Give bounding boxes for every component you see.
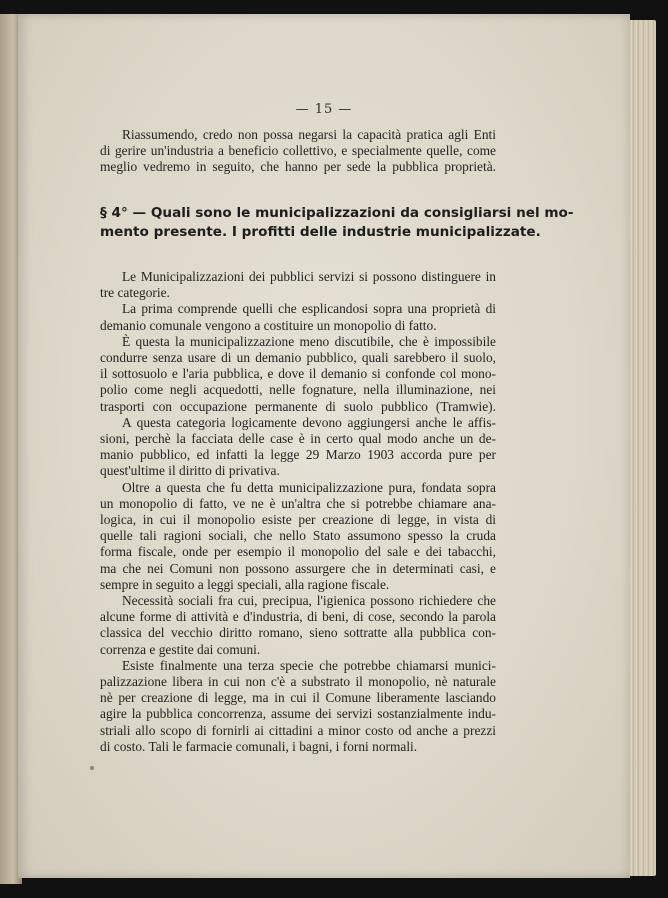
paragraph (100, 415, 496, 480)
text-line: polio come negli acquedotti, nelle fognature, nella illuminazione, nei (100, 382, 496, 398)
paragraph (100, 269, 496, 301)
text-line: sempre in seguito a leggi speciali, alla ragione fiscale. (100, 576, 390, 592)
text-line: trasporti con occupazione permanente di suolo pubblico (Tramwie). (100, 398, 496, 414)
text-line: quest'ultime il diritto di privativa. (100, 463, 280, 479)
text-line: quelle tali ragioni sociali, che nello Stato assumono spesso la cruda (100, 528, 496, 544)
text-line: manio pubblico, ed infatti la legge 29 Marzo 1903 accorda pure per (100, 447, 496, 463)
section-body (100, 269, 496, 755)
text-line: Necessità sociali fra cui, precipua, l'igienica possono richiedere che (122, 593, 496, 609)
paragraph (100, 334, 496, 415)
text-line: correnza e gestite dai comuni. (100, 641, 261, 657)
text-line: logica, in cui il monopolio esiste per creazione di legge, in vista di (100, 512, 496, 528)
text-line: Le Municipalizzazioni dei pubblici servizi si possono distinguere in (122, 269, 496, 284)
text-line: È questa la municipalizzazione meno discutibile, che è impossibile (122, 333, 496, 349)
text-line: un monopolio di fatto, ve ne è un'altra che si potrebbe chiamare ana- (100, 495, 496, 511)
text-line: demanio comunale vengono a costituire un monopolio di fatto. (100, 317, 437, 333)
paper-spot (90, 766, 94, 770)
text-line: La prima comprende quelli che esplicandosi sopra una proprietà di (122, 301, 496, 317)
heading-line: § 4° — Quali sono le municipalizzazioni da consigliarsi nel mo- (100, 205, 574, 221)
page-number: — 15 — (295, 102, 353, 117)
text-line: il sottosuolo e l'aria pubblica, e dove il demanio si confonde col mono- (100, 366, 496, 382)
text-line: nè per creazione di legge, ma in cui il Comune liberamente lasciando (100, 690, 496, 706)
text-line: Oltre a questa che fu detta municipalizzazione pura, fondata sopra (122, 479, 496, 495)
text-line: di costo. Tali le farmacie comunali, i bagni, i forni normali. (100, 738, 418, 754)
text-line: Riassumendo, credo non possa negarsi la capacità pratica agli Enti (122, 127, 496, 142)
paragraph (100, 593, 496, 658)
text-line: classica del vecchio diritto romano, sieno sottratte alla pubblica con- (100, 625, 496, 641)
text-line: ma che nei Comuni non possono assurgere che in determinati casi, e (100, 560, 496, 576)
text-line: agire la pubblica concorrenza, assume dei servizi sostanzialmente indu- (100, 706, 496, 722)
text-line: forma fiscale, onde per esempio il monopolio del sale e dei tabacchi, (100, 544, 496, 560)
text-line: di gerire un'industria a beneficio collettivo, e specialmente quelle, come (100, 143, 496, 159)
book-page (18, 14, 630, 878)
text-line: striali allo scopo di fornirli ai cittadini a minor costo od anche a prezzi (100, 722, 496, 738)
paragraph (100, 480, 496, 593)
text-line: alcune forme di attività e d'industria, di beni, di cose, secondo la parola (100, 609, 496, 625)
text-line: Esiste finalmente una terza specie che potrebbe chiamarsi munici- (122, 657, 496, 673)
text-line: palizzazione libera in cui non c'è a substrato il monopolio, nè naturale (100, 674, 496, 690)
text-line: A questa categoria logicamente devono aggiungersi anche le affis- (122, 414, 496, 430)
paragraph (100, 301, 496, 333)
paragraph (100, 658, 496, 755)
text-line: sioni, perchè la facciata delle case è in certo qual modo anche un de- (100, 431, 496, 447)
text-line: condurre senza usare di un demanio pubblico, quali sarebbero il suolo, (100, 350, 496, 366)
intro-paragraph (100, 127, 496, 176)
text-line: meglio vedremo in seguito, che hanno per sede la pubblica proprietà. (100, 159, 496, 175)
text-line: tre categorie. (100, 285, 170, 301)
section-heading (100, 204, 574, 242)
heading-line: mento presente. I profitti delle industrie municipalizzate. (100, 224, 541, 240)
